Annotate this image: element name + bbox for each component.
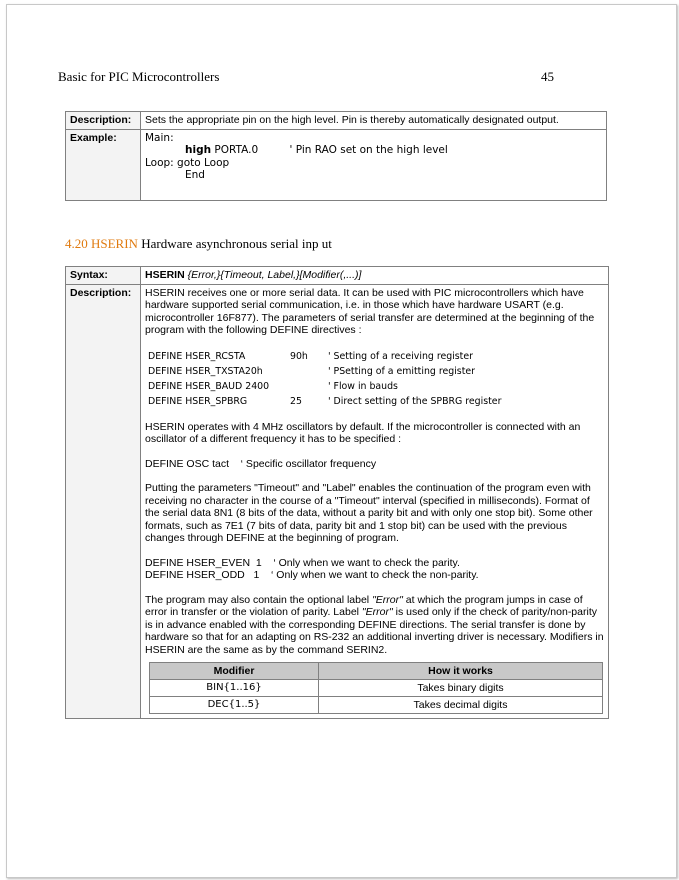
- modifier-cell: BIN{1..16}: [150, 680, 319, 697]
- code-line: [145, 144, 602, 157]
- example-code: [141, 129, 607, 200]
- syntax-label: Syntax:: [66, 267, 141, 285]
- syntax-args: {Error,}{Timeout, Label,}[Modifier(,...)]: [187, 269, 362, 281]
- modifier-table: [149, 662, 603, 714]
- running-header-title: Basic for PIC Microcontrollers: [58, 69, 220, 84]
- define-line: DEFINE HSER_RCSTA 90h ' Setting of a receiving register: [148, 350, 473, 362]
- how-it-works-header: How it works: [319, 663, 603, 680]
- parity-even-line: DEFINE HSER_EVEN 1 ‘ Only when we want to check the parity.: [145, 556, 460, 569]
- parity-odd-line: DEFINE HSER_ODD 1 ‘ Only when we want to check the non-parity.: [145, 569, 479, 581]
- code-line: End: [185, 169, 205, 181]
- description-paragraph: Putting the parameters "Timeout" and "Label" enables the continuation of the program even with receiving no character in the course of a "Timeout" interval (specified in milliseconds). Format of the serial data 8N1 (8 bits of the data, without a parity bit and with only one stop bit). Some other formats, such as 7E1 (7 bits of data, parity bit and 1 stop bit) can be used with the previous changes through DEFINE at the beginning of program.: [145, 482, 593, 544]
- code-line: Main:: [145, 131, 174, 144]
- table-row: [150, 697, 603, 714]
- how-cell: Takes decimal digits: [319, 697, 603, 714]
- error-label-ref: "Error": [372, 593, 403, 606]
- description-body: [141, 284, 609, 719]
- error-label-ref: "Error": [361, 606, 393, 618]
- define-line: DEFINE HSER_SPBRG 25 ' Direct setting of the SPBRG register: [148, 395, 502, 407]
- example-label: Example:: [66, 129, 141, 200]
- define-line: DEFINE HSER_BAUD 2400 ' Flow in bauds: [148, 380, 398, 392]
- hserin-table: [65, 266, 609, 719]
- syntax-value: [141, 267, 609, 285]
- syntax-keyword: HSERIN: [145, 269, 185, 281]
- how-cell: Takes binary digits: [319, 680, 603, 697]
- code-line: Loop: goto Loop: [145, 156, 230, 169]
- section-title: Hardware asynchronous serial inp ut: [141, 236, 332, 251]
- modifier-header: Modifier: [150, 663, 319, 680]
- description-label: Description:: [66, 112, 141, 130]
- section-number: 4.20 HSERIN: [65, 236, 138, 251]
- define-list: [145, 349, 604, 409]
- osc-define-line: DEFINE OSC tact ‘ Specific oscillator frequency: [145, 457, 377, 470]
- modifier-cell: DEC{1..5}: [150, 697, 319, 714]
- code-keyword: high: [185, 144, 212, 156]
- description-paragraph: HSERIN operates with 4 MHz oscillators by default. If the microcontroller is connected with an oscillator of a different frequency it has to be specified :: [145, 420, 581, 445]
- table-row: [150, 680, 603, 697]
- description-paragraph: HSERIN receives one or more serial data. It can be used with PIC microcontrollers which have hardware supported serial communication, i.e. in those which have hardware USART (e.g. microcontroller 16F877). The parameters of serial transfer are determined at the beginning of the program with the following DEFINE directives :: [145, 286, 595, 336]
- define-line: DEFINE HSER_TXSTA20h ' PSetting of a emitting register: [148, 365, 475, 377]
- page-number: 45: [541, 69, 554, 84]
- section-heading: [65, 236, 332, 252]
- code-comment: ' Pin RAO set on the high level: [289, 144, 448, 156]
- high-command-table: [65, 111, 607, 201]
- description-text: Sets the appropriate pin on the high level. Pin is thereby automatically designated output.: [141, 112, 607, 130]
- description-paragraph: The program may also contain the optional label "Error" at which the program jumps in case of error in transfer or the violation of parity. Label "Error" is used only if the check of parity/non-parity is in advance enabled with the corresponding DEFINE directions. The serial transfer is done by hardware so that for an adapting on RS-232 an additional inverting driver is necessary. Modifiers in HSERIN are the same as by the command SERIN2.: [145, 593, 604, 656]
- description-label: Description:: [66, 284, 141, 719]
- code-arg: PORTA.0: [214, 144, 259, 156]
